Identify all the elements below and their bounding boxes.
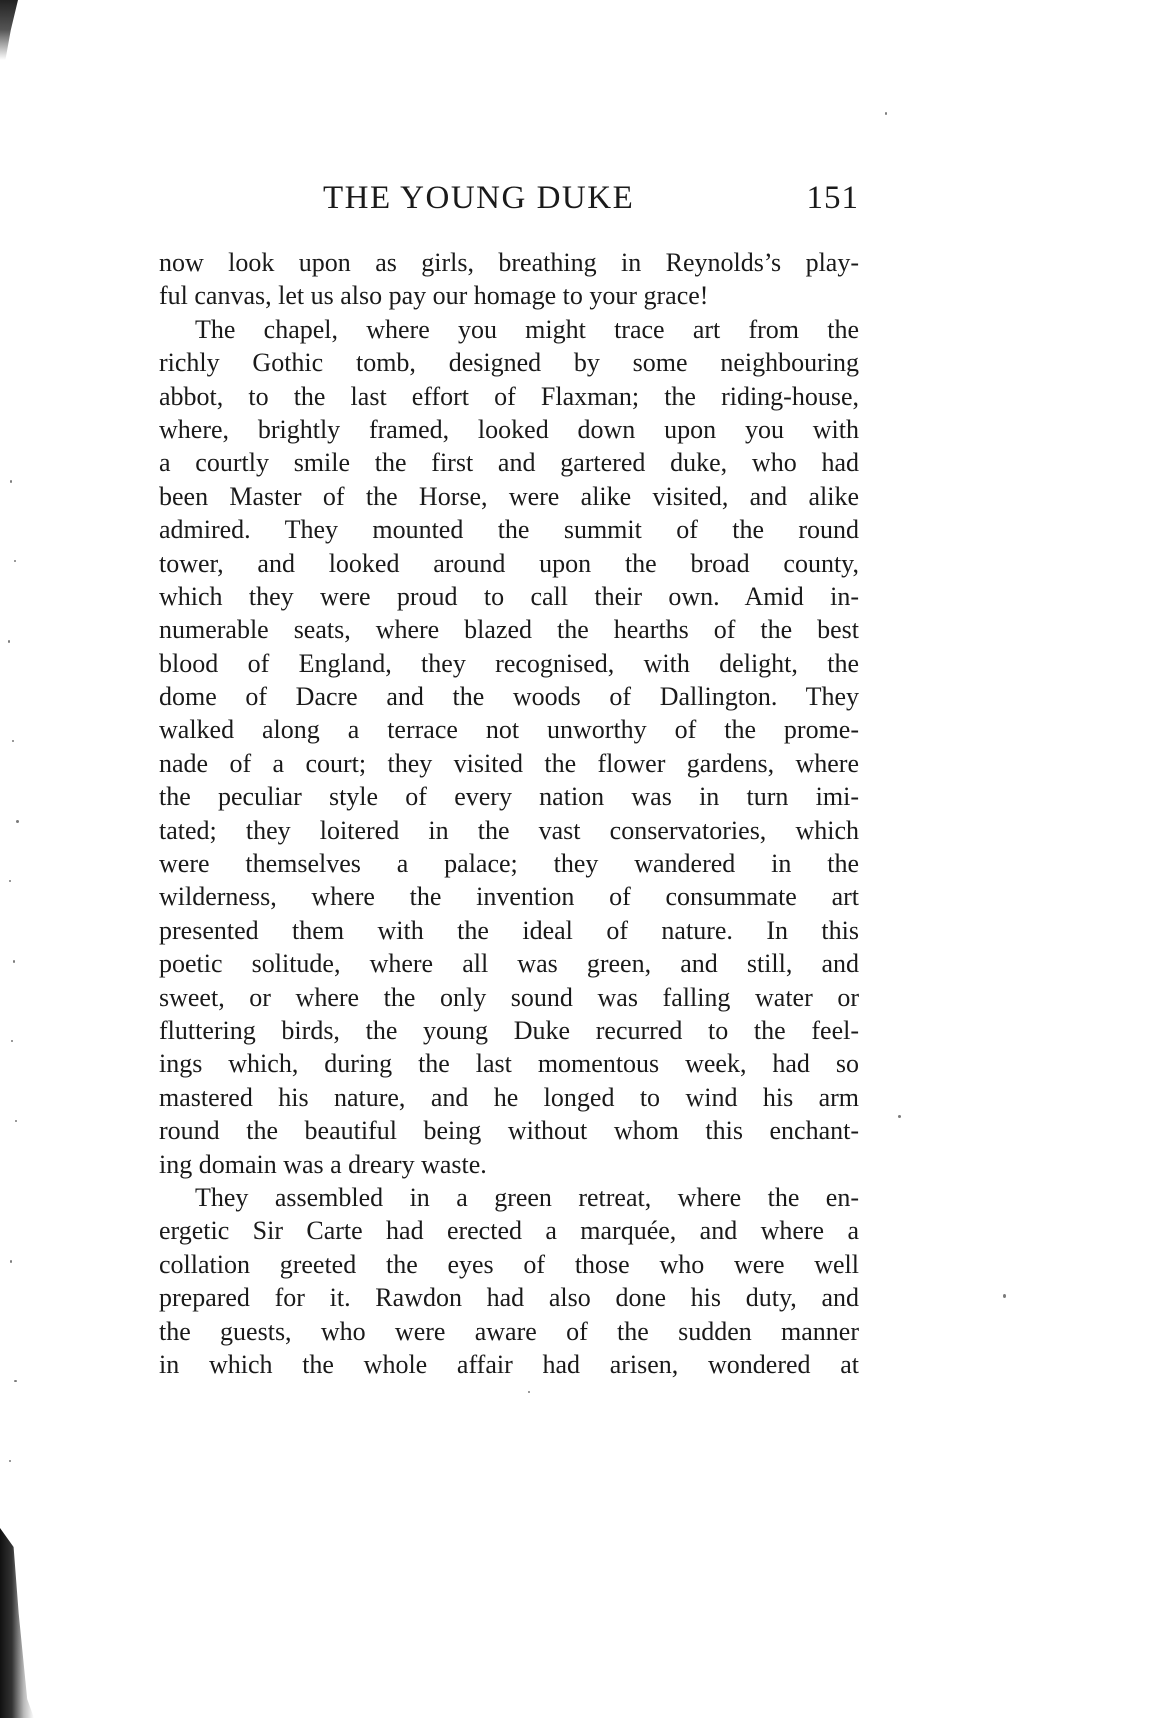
text-line: in which the whole affair had arisen, wondered at [159, 1349, 859, 1379]
scan-speck [8, 640, 10, 643]
text-line: The chapel, where you might trace art from the [195, 314, 859, 344]
text-line: numerable seats, where blazed the hearths of the best [159, 615, 859, 645]
scan-speck [528, 1391, 530, 1393]
scan-speck [14, 1380, 17, 1382]
text-line: presented them with the ideal of nature. In this [159, 915, 859, 945]
scan-speck [13, 960, 15, 963]
text-line: ful canvas, let us also pay our homage to your grace! [159, 281, 709, 311]
scan-spine-shadow [0, 1528, 34, 1718]
scan-speck [10, 1260, 12, 1263]
scan-speck [1003, 1294, 1006, 1298]
scan-speck [885, 112, 887, 115]
running-head [159, 178, 859, 218]
text-line: been Master of the Horse, were alike visited, and alike [159, 481, 859, 511]
text-line: tower, and looked around upon the broad county, [159, 548, 859, 578]
text-line: mastered his nature, and he longed to wind his arm [159, 1082, 859, 1112]
scan-speck [15, 1120, 17, 1122]
scan-corner-mark [0, 0, 18, 60]
scan-speck [11, 1040, 13, 1042]
scan-speck [14, 560, 16, 562]
text-line: the peculiar style of every nation was in turn imi- [159, 782, 859, 812]
text-line: where, brightly framed, looked down upon you with [159, 414, 859, 444]
body-text [159, 246, 859, 1381]
text-line: walked along a terrace not unworthy of the prome- [159, 715, 859, 745]
text-line: dome of Dacre and the woods of Dallington. They [159, 682, 859, 712]
scan-speck [16, 820, 19, 823]
text-line: wilderness, where the invention of consummate art [159, 882, 859, 912]
text-line: round the beautiful being without whom this enchant- [159, 1116, 859, 1146]
text-line: prepared for it. Rawdon had also done his duty, and [159, 1283, 859, 1313]
scan-gutter [0, 0, 40, 1718]
text-line: which they were proud to call their own. Amid in- [159, 581, 859, 611]
text-line: poetic solitude, where all was green, and still, and [159, 949, 859, 979]
text-line: sweet, or where the only sound was falling water or [159, 982, 859, 1012]
text-line: richly Gothic tomb, designed by some neighbouring [159, 348, 859, 378]
scan-speck [898, 1115, 901, 1118]
scan-speck [9, 880, 11, 882]
text-line: the guests, who were aware of the sudden manner [159, 1316, 859, 1346]
text-line: now look upon as girls, breathing in Reynolds’s play- [159, 248, 859, 277]
text-line: collation greeted the eyes of those who were well [159, 1249, 859, 1279]
text-line: nade of a court; they visited the flower gardens, where [159, 748, 859, 778]
text-line: blood of England, they recognised, with delight, the [159, 648, 859, 678]
text-line: They assembled in a green retreat, where the en- [195, 1182, 859, 1212]
text-line: ings which, during the last momentous week, had so [159, 1049, 859, 1079]
text-line: ergetic Sir Carte had erected a marquée, and where a [159, 1216, 859, 1246]
scan-speck [9, 1460, 11, 1462]
text-line: were themselves a palace; they wandered in the [159, 849, 859, 879]
text-line: admired. They mounted the summit of the round [159, 515, 859, 545]
scan-speck [10, 480, 12, 483]
text-line: ing domain was a dreary waste. [159, 1149, 487, 1179]
text-line: abbot, to the last effort of Flaxman; the riding-house, [159, 381, 859, 411]
text-line: fluttering birds, the young Duke recurred to the feel- [159, 1015, 859, 1045]
text-line: a courtly smile the first and gartered duke, who had [159, 448, 859, 478]
text-line: tated; they loitered in the vast conservatories, which [159, 815, 859, 845]
page-number: 151 [806, 180, 859, 216]
running-title: THE YOUNG DUKE [323, 180, 635, 216]
scan-speck [12, 740, 14, 742]
